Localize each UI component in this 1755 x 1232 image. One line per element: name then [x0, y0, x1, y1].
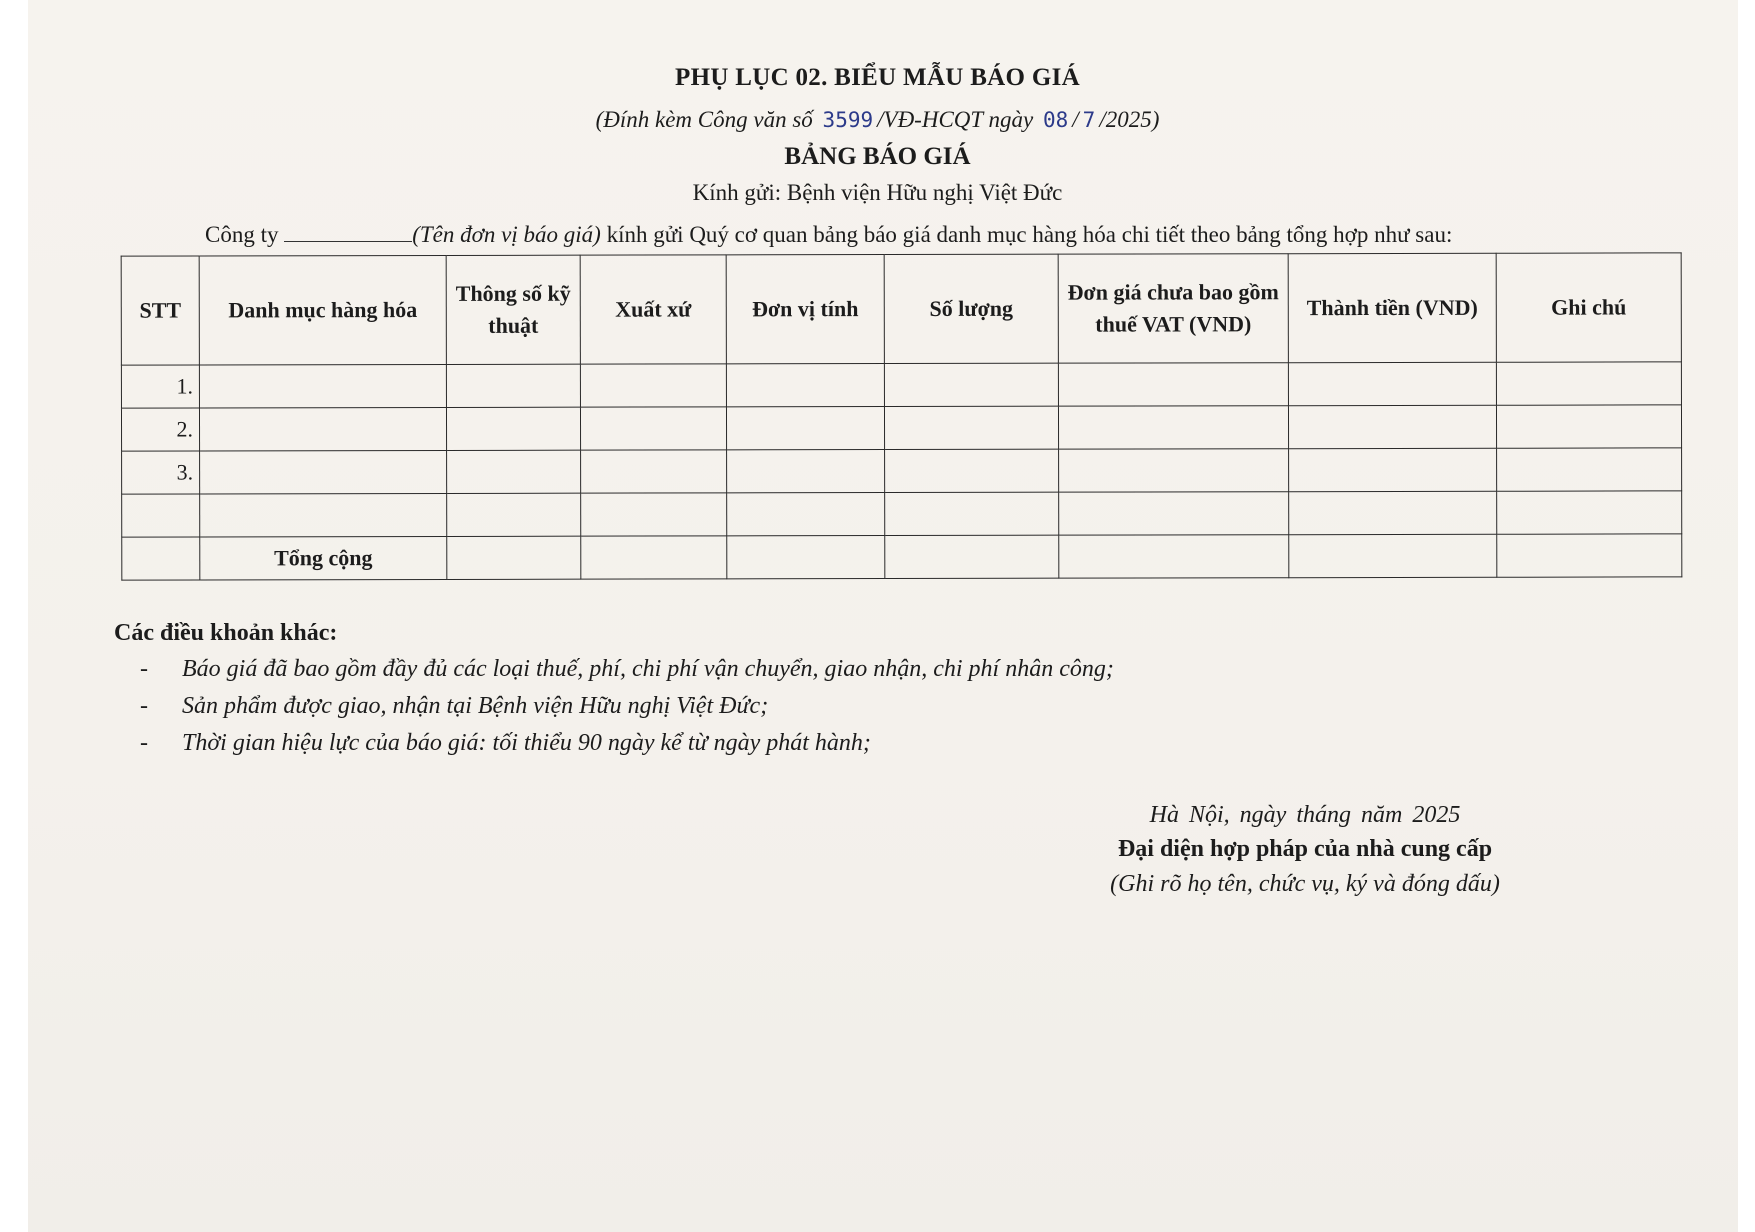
total-cell-unit-price[interactable] — [1059, 535, 1289, 578]
signature-role: Đại diện hợp pháp của nhà cung cấp — [1117, 836, 1493, 862]
header-item: Danh mục hàng hóa — [199, 255, 446, 365]
cell-notes[interactable] — [1497, 491, 1682, 534]
header-unit-price: Đơn giá chưa bao gồm thuế VAT (VND) — [1058, 254, 1288, 363]
cell-specs[interactable] — [447, 493, 581, 536]
header-unit: Đơn vị tính — [726, 255, 884, 364]
total-cell-unit[interactable] — [727, 536, 885, 579]
document-title: PHỤ LỤC 02. BIỂU MẪU BÁO GIÁ — [675, 64, 1080, 91]
cell-unit[interactable] — [726, 364, 884, 407]
total-cell-notes[interactable] — [1497, 534, 1682, 577]
cell-unit[interactable] — [727, 450, 885, 493]
cell-item[interactable] — [200, 450, 447, 494]
header-amount: Thành tiền (VND) — [1288, 253, 1496, 362]
list-item — [140, 693, 1114, 730]
company-name-blank[interactable] — [284, 225, 412, 242]
cell-unit-price[interactable] — [1059, 449, 1289, 492]
cell-unit[interactable] — [727, 493, 885, 536]
addressee-line: Kính gửi: Bệnh viện Hữu nghị Việt Đức — [692, 180, 1063, 205]
intro-line — [205, 222, 1452, 248]
subtitle-separator: / — [1072, 107, 1079, 132]
cell-quantity[interactable] — [885, 449, 1059, 492]
cell-notes[interactable] — [1497, 448, 1682, 491]
subtitle-middle: /VĐ-HCQT ngày — [877, 107, 1034, 132]
intro-text: kính gửi Quý cơ quan bảng báo giá danh mục hàng hóa chi tiết theo bảng tổng hợp như sau: — [606, 222, 1453, 247]
list-item — [140, 656, 1114, 693]
subtitle-prefix: (Đính kèm Công văn số — [595, 107, 813, 132]
term-text: Báo giá đã bao gồm đầy đủ các loại thuế, phí, chi phí vận chuyển, giao nhận, chi phí nhân công; — [182, 656, 1114, 682]
bullet-dash: - — [140, 656, 148, 682]
cell-origin[interactable] — [580, 364, 726, 407]
cell-amount[interactable] — [1288, 405, 1496, 448]
cell-quantity[interactable] — [885, 492, 1059, 535]
header-specs: Thông số kỹ thuật — [446, 255, 580, 364]
total-cell-origin[interactable] — [581, 536, 727, 579]
cell-amount[interactable] — [1289, 491, 1497, 534]
table-row — [121, 362, 1681, 408]
table-total-row — [122, 534, 1682, 580]
row-stt — [122, 494, 200, 537]
cell-unit-price[interactable] — [1058, 363, 1288, 406]
cell-unit-price[interactable] — [1059, 492, 1289, 535]
total-cell-specs[interactable] — [447, 536, 581, 579]
cell-origin[interactable] — [581, 493, 727, 536]
document-subtitle — [0, 107, 1755, 133]
cell-amount[interactable] — [1288, 362, 1496, 405]
cell-quantity[interactable] — [884, 363, 1058, 406]
bullet-dash: - — [140, 730, 148, 756]
cell-item[interactable] — [199, 364, 446, 408]
bullet-dash: - — [140, 693, 148, 719]
cell-quantity[interactable] — [884, 406, 1058, 449]
header-quantity: Số lượng — [884, 254, 1058, 363]
signature-note: (Ghi rõ họ tên, chức vụ, ký và đóng dấu) — [1110, 871, 1500, 897]
subtitle-suffix: /2025) — [1099, 107, 1160, 132]
total-cell-quantity[interactable] — [885, 535, 1059, 578]
cell-origin[interactable] — [580, 407, 726, 450]
row-stt: 2. — [121, 408, 199, 451]
handwritten-day: 08 — [1042, 108, 1069, 132]
term-text: Sản phẩm được giao, nhận tại Bệnh viện Hữu nghị Việt Đức; — [182, 693, 769, 719]
handwritten-month: 7 — [1082, 108, 1096, 132]
cell-unit[interactable] — [726, 407, 884, 450]
header-notes: Ghi chú — [1496, 253, 1681, 362]
total-label: Tổng cộng — [200, 536, 447, 580]
table-row — [122, 448, 1682, 494]
signature-date-line: Hà Nội, ngày tháng năm 2025 — [1149, 802, 1461, 828]
cell-specs[interactable] — [446, 364, 580, 407]
cell-amount[interactable] — [1289, 448, 1497, 491]
quote-table — [121, 252, 1683, 580]
cell-unit-price[interactable] — [1058, 406, 1288, 449]
terms-title: Các điều khoản khác: — [114, 620, 338, 646]
cell-origin[interactable] — [581, 450, 727, 493]
header-stt: STT — [121, 256, 199, 365]
cell-notes[interactable] — [1496, 405, 1681, 448]
company-placeholder: (Tên đơn vị báo giá) — [412, 222, 601, 247]
cell-specs[interactable] — [446, 407, 580, 450]
header-origin: Xuất xứ — [580, 255, 726, 364]
total-stt-cell — [122, 537, 200, 580]
total-cell-amount[interactable] — [1289, 534, 1497, 577]
cell-item[interactable] — [200, 493, 447, 537]
term-text: Thời gian hiệu lực của báo giá: tối thiểu 90 ngày kể từ ngày phát hành; — [182, 730, 871, 756]
terms-list — [140, 656, 1114, 767]
row-stt: 1. — [121, 365, 199, 408]
list-item — [140, 730, 1114, 767]
cell-specs[interactable] — [447, 450, 581, 493]
cell-item[interactable] — [199, 407, 446, 451]
quote-heading: BẢNG BÁO GIÁ — [784, 143, 971, 170]
cell-notes[interactable] — [1496, 362, 1681, 405]
table-header-row — [121, 253, 1681, 365]
company-label: Công ty — [205, 222, 279, 247]
handwritten-doc-number: 3599 — [822, 108, 874, 132]
table-row — [121, 405, 1681, 451]
table-row — [122, 491, 1682, 537]
row-stt: 3. — [122, 451, 200, 494]
